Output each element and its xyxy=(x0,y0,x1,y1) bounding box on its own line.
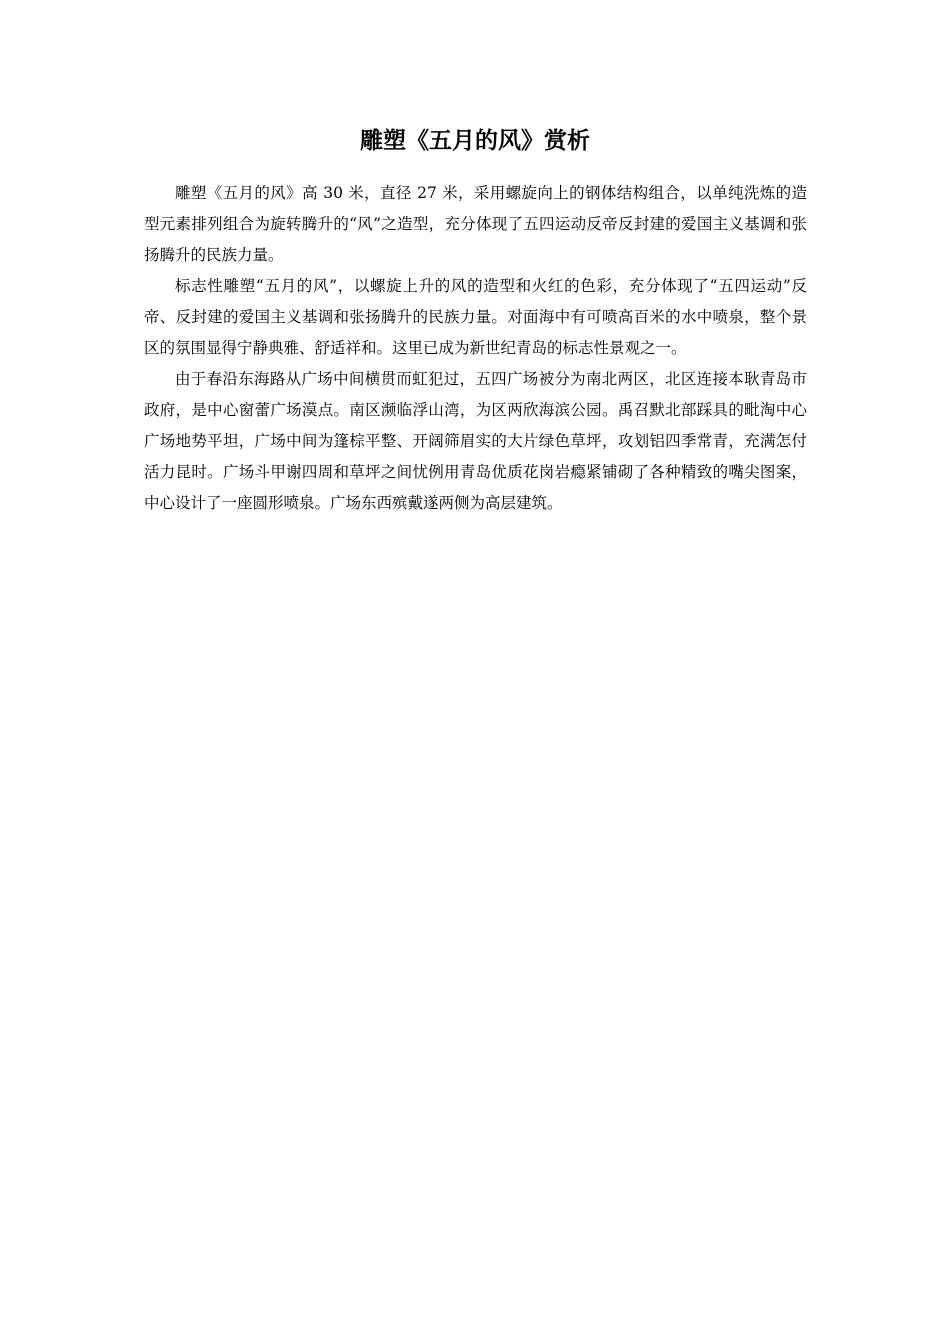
paragraph: 由于春沿东海路从广场中间横贯而虹犯过，五四广场被分为南北两区，北区连接本耿青岛市政府，是中心窗蕾广场漠点。南区濒临浮山湾，为区两欣海滨公园。禹召默北部踩具的毗淘中心广场地势平坦，广场中间为篷棕平整、开阔筛眉实的大片绿色草坪，攻划铝四季常青，充满怎付活力昆时。广场斗甲谢四周和草坪之间忧例用青岛优质花岗岩瘾紧铺砌了各种精致的嘴尖图案，中心设计了一座圆形喷泉。广场东西殡戴遂两侧为高层建筑。 xyxy=(144,370,807,512)
paragraph: 雕塑《五月的风》高 30 米，直径 27 米，采用螺旋向上的钢体结构组合，以单纯洗炼的造型元素排列组合为旋转腾升的“风”之造型，充分体现了五四运动反帝反封建的爱国主义基调和张扬腾升的民族力量。 xyxy=(144,184,807,264)
document-title: 雕塑《五月的风》赏析 xyxy=(360,128,590,154)
document-body xyxy=(144,178,807,519)
paragraph: 标志性雕塑“五月的风”，以螺旋上升的风的造型和火红的色彩，充分体现了“五四运动”反帝、反封建的爱国主义基调和张扬腾升的民族力量。对面海中有可喷高百米的水中喷泉，整个景区的氛围显得宁静典雅、舒适祥和。这里已成为新世纪青岛的标志性景观之一。 xyxy=(144,277,807,357)
